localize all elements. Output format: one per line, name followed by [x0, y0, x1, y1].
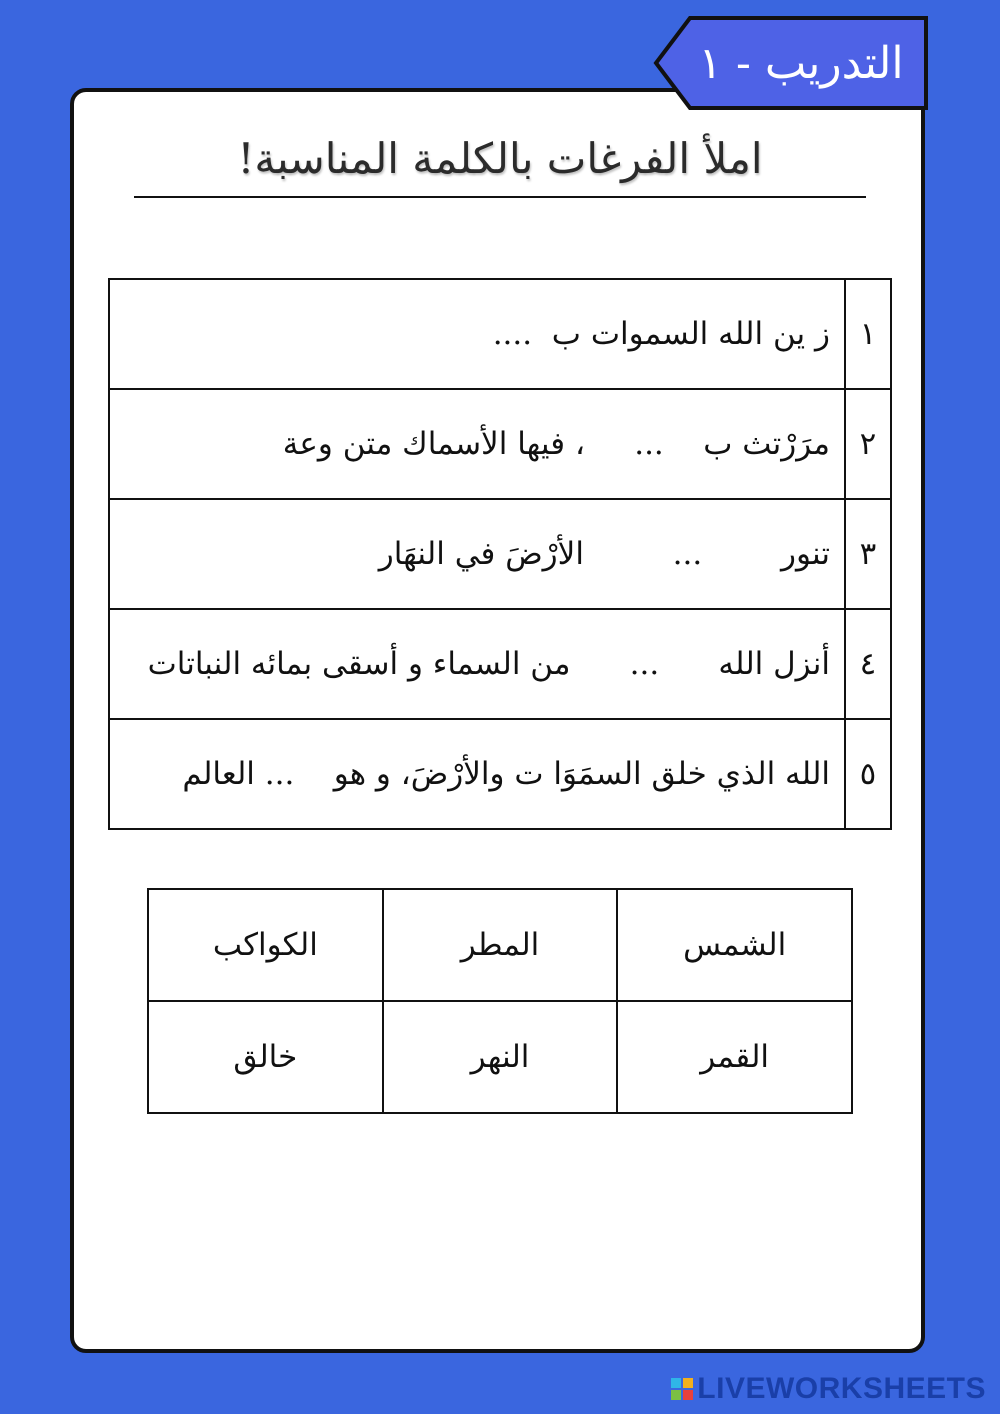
question-number: ٣ [845, 499, 891, 609]
question-number: ١ [845, 279, 891, 389]
question-text: الله الذي خلق السمَوَا ت والأرْضَ، و هو ... العالم [109, 719, 845, 829]
question-number: ٤ [845, 609, 891, 719]
word-bank-item[interactable]: القمر [617, 1001, 852, 1113]
question-row [109, 609, 891, 719]
question-text: تنور ... الأرْضَ في النهَار [109, 499, 845, 609]
title-tag [652, 14, 930, 112]
word-bank-row [148, 1001, 852, 1113]
questions-table [108, 278, 892, 830]
word-bank-item[interactable]: المطر [383, 889, 618, 1001]
word-bank-table [147, 888, 853, 1114]
question-row [109, 389, 891, 499]
question-row [109, 719, 891, 829]
word-bank-item[interactable]: خالق [148, 1001, 383, 1113]
word-bank-item[interactable]: الشمس [617, 889, 852, 1001]
question-row [109, 499, 891, 609]
liveworksheets-logo-icon [671, 1378, 693, 1400]
word-bank-item[interactable]: النهر [383, 1001, 618, 1113]
word-bank-item[interactable]: الكواكب [148, 889, 383, 1001]
question-text: مرَرْتث ب ... ، فيها الأسماك متن وعة [109, 389, 845, 499]
liveworksheets-watermark[interactable] [671, 1372, 986, 1406]
word-bank-row [148, 889, 852, 1001]
question-text: أنزل الله ... من السماء و أسقى بمائه النباتات [109, 609, 845, 719]
question-number: ٥ [845, 719, 891, 829]
question-row [109, 279, 891, 389]
question-text: ز ين الله السموات ب .... [109, 279, 845, 389]
watermark-text: LIVEWORKSHEETS [697, 1372, 986, 1405]
exercise-title: التدريب - ١ [698, 37, 904, 89]
instruction-heading: املأ الفرغات بالكلمة المناسبة! [134, 120, 866, 198]
question-number: ٢ [845, 389, 891, 499]
